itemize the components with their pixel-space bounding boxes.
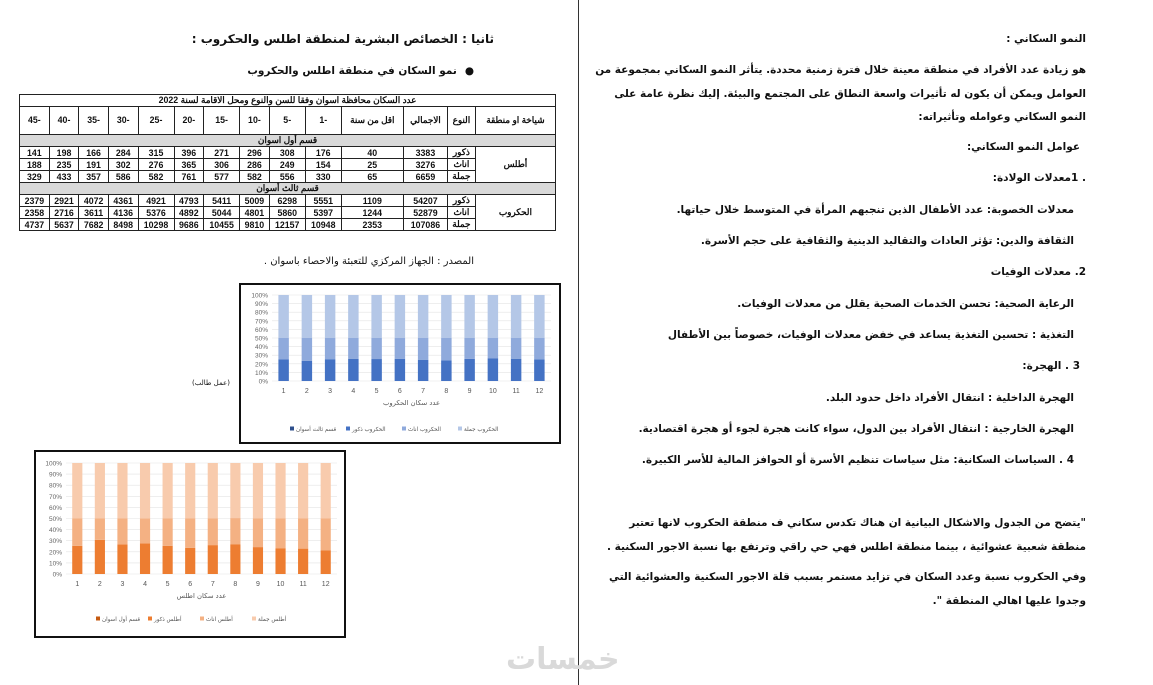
y-tick-label: 70% (48, 493, 62, 501)
chart-atlas (36, 452, 344, 636)
table-header-cell: -40 (49, 107, 79, 135)
section-heading: ثانيا : الخصائص البشرية لمنطقة اطلس والحكروب : (191, 32, 494, 46)
table-cell: 5637 (49, 219, 79, 231)
x-tick-label: 10 (488, 388, 497, 395)
table-cell: 7682 (79, 219, 109, 231)
x-tick-label: 7 (421, 388, 426, 395)
y-tick-label: 100% (251, 292, 268, 300)
table-row (20, 219, 556, 231)
bar-segment (95, 463, 105, 519)
table-cell: 5376 (138, 207, 174, 219)
y-tick-label: 30% (254, 352, 268, 360)
table-cell: 9810 (240, 219, 270, 231)
y-tick-label: 20% (48, 549, 62, 557)
factor-3-b: الهجرة الخارجية : انتقال الأفراد بين الدول، سواء كانت هجرة لجوء أو هجرة اقتصادية. (638, 423, 1074, 435)
table-cell: 249 (269, 159, 305, 171)
table-cell: 154 (305, 159, 341, 171)
y-tick-label: 100% (45, 460, 62, 468)
conclusion-line-1: "يتضح من الجدول والاشكال البيانية ان هناك تكدس سكاني ف منطقة الحكروب لانها تعتبر (629, 517, 1086, 529)
x-tick-label: 2 (304, 388, 309, 395)
factor-1-title: . 1معدلات الولادة: (992, 172, 1086, 184)
x-tick-label: 11 (299, 581, 307, 588)
bar-segment (348, 295, 358, 338)
table-type-cell: جملة (448, 219, 476, 231)
table-cell: 302 (108, 159, 138, 171)
table-cell: 107086 (403, 219, 447, 231)
table-cell: 582 (240, 171, 270, 183)
legend-swatch (346, 427, 350, 431)
factor-4: 4 . السياسات السكانية: مثل سياسات تنظيم الأسرة أو الحوافز المالية للأسر الكبيرة. (641, 454, 1074, 466)
table-cell: 1244 (341, 207, 403, 219)
table-section-label: قسم ثالث أسوان (20, 183, 556, 195)
table-cell: 4072 (79, 195, 109, 207)
table-cell: 6298 (269, 195, 305, 207)
x-tick-label: 3 (120, 581, 125, 588)
factor-1-b: الثقافة والدين: تؤثر العادات والتقاليد الدينية والثقافية على حجم الأسرة. (700, 235, 1074, 247)
x-tick-label: 12 (321, 581, 330, 588)
table-cell: 52879 (403, 207, 447, 219)
table-type-cell: اناث (448, 207, 476, 219)
bar-segment (208, 463, 218, 519)
table-cell: 1109 (341, 195, 403, 207)
source-note: المصدر : الجهاز المركزي للتعبئة والاحصاء باسوان . (263, 256, 474, 267)
table-cell: 329 (20, 171, 50, 183)
table-cell: 308 (269, 147, 305, 159)
table-cell: 166 (79, 147, 109, 159)
legend-label: الحكروب ذكور (352, 427, 386, 433)
table-cell: 286 (240, 159, 270, 171)
table-cell: 6659 (403, 171, 447, 183)
bar-segment (275, 548, 285, 574)
table-header-cell: -15 (204, 107, 240, 135)
bar-segment (488, 295, 498, 338)
x-tick-label: 4 (351, 388, 356, 395)
conclusion-line-3: وفي الحكروب نسبة وعدد السكان في تزايد مستمر بسبب قلة الاجور السكنية والعشوائية التي (608, 571, 1086, 583)
x-tick-label: 2 (97, 581, 102, 588)
factor-3-a: الهجرة الداخلية : انتقال الأفراد داخل حدود البلد. (825, 392, 1074, 404)
table-cell: 10455 (204, 219, 240, 231)
y-tick-label: 60% (254, 326, 268, 334)
table-cell: 141 (20, 147, 50, 159)
bar-segment (185, 463, 195, 519)
bar-segment (163, 546, 173, 574)
bar-segment (395, 295, 405, 338)
legend-swatch (290, 427, 294, 431)
factor-2-title: 2. معدلات الوفيات (990, 266, 1086, 278)
table-cell: 296 (240, 147, 270, 159)
legend-label: الحكروب جملة (464, 427, 499, 433)
x-tick-label: 3 (328, 388, 333, 395)
x-tick-label: 8 (444, 388, 449, 395)
bar-segment (464, 295, 474, 338)
table-type-cell: ذكور (448, 147, 476, 159)
bar-segment (371, 359, 381, 381)
y-tick-label: 90% (254, 301, 268, 309)
table-cell: 9686 (174, 219, 204, 231)
bar-segment (140, 518, 150, 543)
legend-swatch (458, 427, 462, 431)
table-header-cell: -45 (20, 107, 50, 135)
y-tick-label: 20% (254, 361, 268, 369)
table-type-cell: اناث (448, 159, 476, 171)
table-cell: 276 (138, 159, 174, 171)
table-cell: 2716 (49, 207, 79, 219)
x-tick-label: 9 (256, 581, 260, 588)
table-cell: 25 (341, 159, 403, 171)
bar-segment (95, 519, 105, 540)
y-tick-label: 0% (258, 378, 268, 386)
x-tick-label: 4 (143, 581, 147, 588)
legend-label: أطلس اناث (206, 617, 233, 623)
table-cell: 5009 (240, 195, 270, 207)
factor-1-a: معدلات الخصوبة: عدد الأطفال الذين تنجبهم المرأة في المتوسط خلال حياتها. (676, 204, 1074, 216)
legend-label: أطلس ذكور (154, 617, 182, 623)
bar-segment (278, 359, 288, 381)
bar-segment (488, 338, 498, 358)
table-header-cell: -5 (269, 107, 305, 135)
x-tick-label: 8 (233, 581, 238, 588)
bar-segment (321, 550, 331, 574)
bullet-dot-icon: ● (464, 65, 474, 77)
table-cell: 4793 (174, 195, 204, 207)
legend-label: قسم ثالث أسوان (296, 427, 337, 433)
bar-segment (163, 519, 173, 546)
table-cell: 357 (79, 171, 109, 183)
bar-segment (230, 518, 240, 544)
table-cell: 176 (305, 147, 341, 159)
bar-segment (302, 295, 312, 338)
table-cell: 577 (204, 171, 240, 183)
bar-segment (298, 519, 308, 549)
table-cell: 4892 (174, 207, 204, 219)
bar-segment (140, 543, 150, 574)
table-cell: 5397 (305, 207, 341, 219)
bar-segment (441, 360, 451, 381)
table-header-cell: -20 (174, 107, 204, 135)
table-header-cell: -35 (79, 107, 109, 135)
heading-population-growth: النمو السكاني : (1006, 33, 1086, 45)
x-tick-label: 7 (210, 581, 215, 588)
bar-segment (325, 295, 335, 338)
table-type-cell: جملة (448, 171, 476, 183)
bar-segment (253, 519, 263, 548)
table-cell: 284 (108, 147, 138, 159)
bar-segment (185, 519, 195, 548)
bar-segment (395, 359, 405, 381)
table-cell: 8498 (108, 219, 138, 231)
bar-segment (534, 359, 544, 381)
table-cell: 5411 (204, 195, 240, 207)
table-type-cell: ذكور (448, 195, 476, 207)
student-work-note: (عمل طالب) (192, 379, 230, 387)
conclusion-line-2: منطقة شعبية عشوائية ، بينما منطقة اطلس فهي حي راقي وترتفع بها نسبة الاجور السكنية . (606, 541, 1086, 553)
bar-segment (72, 463, 82, 519)
bar-segment (464, 338, 474, 359)
x-axis-label: عدد سكان الحكروب (382, 399, 441, 407)
bar-segment (95, 540, 105, 574)
y-tick-label: 50% (254, 335, 268, 343)
bar-segment (117, 544, 127, 574)
x-tick-label: 1 (75, 581, 80, 588)
table-section-row (20, 183, 556, 195)
table-cell: 3383 (403, 147, 447, 159)
x-tick-label: 9 (467, 388, 472, 395)
table-header-cell: -1 (305, 107, 341, 135)
factor-3-title: 3 . الهجرة: (1022, 360, 1080, 372)
y-tick-label: 10% (254, 369, 268, 377)
bar-segment (441, 338, 451, 360)
bar-segment (511, 295, 521, 338)
page-divider (578, 0, 579, 685)
bar-segment (230, 544, 240, 574)
y-tick-label: 10% (48, 560, 62, 568)
table-header-cell: اقل من سنة (341, 107, 403, 135)
bar-segment (163, 463, 173, 519)
legend-swatch (200, 617, 204, 621)
bar-segment (488, 358, 498, 381)
y-tick-label: 40% (254, 344, 268, 352)
bullet-text: نمو السكان في منطقة اطلس والحكروب (247, 65, 457, 77)
table-header-cell: شياخة او منطقة (475, 107, 555, 135)
table-cell: 761 (174, 171, 204, 183)
table-cell: 2353 (341, 219, 403, 231)
table-cell: 10298 (138, 219, 174, 231)
table-section-row (20, 135, 556, 147)
chart-hakroub-box (239, 283, 561, 444)
table-cell: 5044 (204, 207, 240, 219)
x-tick-label: 6 (188, 581, 193, 588)
factor-2-a: الرعاية الصحية: تحسن الخدمات الصحية يقلل من معدلات الوفيات. (737, 298, 1074, 310)
table-cell: 315 (138, 147, 174, 159)
bar-segment (253, 547, 263, 574)
bar-segment (325, 338, 335, 359)
chart-atlas-box (34, 450, 346, 638)
bar-segment (418, 338, 428, 360)
bar-segment (534, 295, 544, 338)
legend-swatch (148, 617, 152, 621)
bar-segment (441, 295, 451, 338)
bullet-item (247, 65, 474, 77)
table-cell: 2358 (20, 207, 50, 219)
table-row (20, 171, 556, 183)
table-cell: 4737 (20, 219, 50, 231)
table-cell: 4361 (108, 195, 138, 207)
y-tick-label: 80% (48, 482, 62, 490)
bar-segment (418, 360, 428, 381)
table-cell: 54207 (403, 195, 447, 207)
table-cell: 5551 (305, 195, 341, 207)
table-cell: 306 (204, 159, 240, 171)
table-cell: 40 (341, 147, 403, 159)
bar-segment (302, 338, 312, 361)
table-cell: 10948 (305, 219, 341, 231)
bar-segment (348, 338, 358, 359)
table-row (20, 147, 556, 159)
bar-segment (418, 295, 428, 338)
legend-label: أطلس جملة (258, 617, 287, 623)
bar-segment (278, 295, 288, 338)
bar-segment (534, 338, 544, 359)
bar-segment (395, 338, 405, 359)
table-area-cell: الحكروب (475, 195, 555, 231)
bar-segment (275, 519, 285, 549)
table-cell: 433 (49, 171, 79, 183)
factors-heading: عوامل النمو السكاني: (966, 141, 1080, 153)
table-cell: 582 (138, 171, 174, 183)
table-cell: 4801 (240, 207, 270, 219)
table-cell: 396 (174, 147, 204, 159)
y-tick-label: 30% (48, 538, 62, 546)
table-title-row (20, 95, 556, 107)
intro-line-3: النمو السكاني وعوامله وتأثيراته: (918, 111, 1086, 123)
table-header-cell: -10 (240, 107, 270, 135)
bar-segment (208, 519, 218, 546)
table-title: عدد السكان محافظة اسوان وفقا للسن والنوع ومحل الاقامة لسنة 2022 (20, 95, 556, 107)
table-cell: 4136 (108, 207, 138, 219)
right-page (595, 0, 1086, 685)
table-header-cell: -30 (108, 107, 138, 135)
x-tick-label: 5 (165, 581, 170, 588)
population-table (19, 94, 556, 231)
x-tick-label: 5 (374, 388, 379, 395)
bar-segment (511, 359, 521, 381)
x-tick-label: 1 (281, 388, 286, 395)
table-row (20, 207, 556, 219)
table-header-cell: -25 (138, 107, 174, 135)
table-cell: 4921 (138, 195, 174, 207)
legend-swatch (252, 617, 256, 621)
intro-line-2: العوامل ويمكن أن يكون له تأثيرات واسعة النطاق على المجتمع والبيئة. إليك نظرة عامة على (614, 88, 1086, 100)
bar-segment (278, 338, 288, 359)
bar-segment (117, 519, 127, 545)
bar-segment (140, 463, 150, 518)
bar-segment (275, 463, 285, 519)
table-cell: 586 (108, 171, 138, 183)
y-tick-label: 80% (254, 309, 268, 317)
bar-segment (185, 548, 195, 574)
x-tick-label: 6 (397, 388, 402, 395)
bar-segment (253, 463, 263, 519)
bar-segment (298, 463, 308, 519)
table-cell: 65 (341, 171, 403, 183)
bar-segment (511, 338, 521, 359)
table-cell: 365 (174, 159, 204, 171)
table-section-label: قسم أول اسوان (20, 135, 556, 147)
table-header-row (20, 107, 556, 135)
bar-segment (298, 549, 308, 574)
factor-2-b: التغذية : تحسين التغذية يساعد في خفض معدلات الوفيات، خصوصاً بين الأطفال (667, 329, 1074, 341)
x-tick-label: 10 (276, 581, 285, 588)
table-header-cell: الاجمالي (403, 107, 447, 135)
table-cell: 191 (79, 159, 109, 171)
table-cell: 188 (20, 159, 50, 171)
table-cell: 2379 (20, 195, 50, 207)
bar-segment (208, 545, 218, 574)
bar-segment (464, 359, 474, 381)
table-cell: 12157 (269, 219, 305, 231)
legend-swatch (96, 617, 100, 621)
table-cell: 3276 (403, 159, 447, 171)
legend-label: الحكروب اناث (408, 427, 441, 433)
bar-segment (371, 338, 381, 359)
bar-segment (72, 546, 82, 574)
y-tick-label: 90% (48, 471, 62, 479)
table-cell: 3611 (79, 207, 109, 219)
bar-segment (72, 519, 82, 546)
bar-segment (117, 463, 127, 519)
table-cell: 556 (269, 171, 305, 183)
chart-hakroub (241, 285, 559, 442)
bar-segment (321, 463, 331, 519)
y-tick-label: 60% (48, 504, 62, 512)
table-cell: 235 (49, 159, 79, 171)
table-cell: 271 (204, 147, 240, 159)
legend-label: قسم أول اسوان (102, 617, 141, 623)
intro-line-1: هو زيادة عدد الأفراد في منطقة معينة خلال فترة زمنية محددة. يتأثر النمو السكاني بمجموعة من (595, 64, 1086, 76)
y-tick-label: 40% (48, 527, 62, 535)
y-tick-label: 0% (52, 571, 62, 579)
bar-segment (348, 359, 358, 381)
table-row (20, 195, 556, 207)
bar-segment (325, 359, 335, 381)
table-cell: 2921 (49, 195, 79, 207)
y-tick-label: 70% (254, 318, 268, 326)
x-tick-label: 12 (535, 388, 544, 395)
table-row (20, 159, 556, 171)
table-header-cell: النوع (448, 107, 476, 135)
table-cell: 330 (305, 171, 341, 183)
table-cell: 198 (49, 147, 79, 159)
x-axis-label: عدد سكان اطلس (176, 592, 227, 600)
bar-segment (371, 295, 381, 338)
table-area-cell: أطلس (475, 147, 555, 183)
table-cell: 5860 (269, 207, 305, 219)
bar-segment (321, 519, 331, 551)
y-tick-label: 50% (48, 516, 62, 523)
bar-segment (230, 463, 240, 518)
bar-segment (302, 361, 312, 381)
conclusion-line-4: وجدوا عليها اهالي المنطقة ". (932, 595, 1086, 607)
legend-swatch (402, 427, 406, 431)
watermark-logo: خمسات (506, 642, 620, 677)
x-tick-label: 11 (512, 388, 520, 395)
